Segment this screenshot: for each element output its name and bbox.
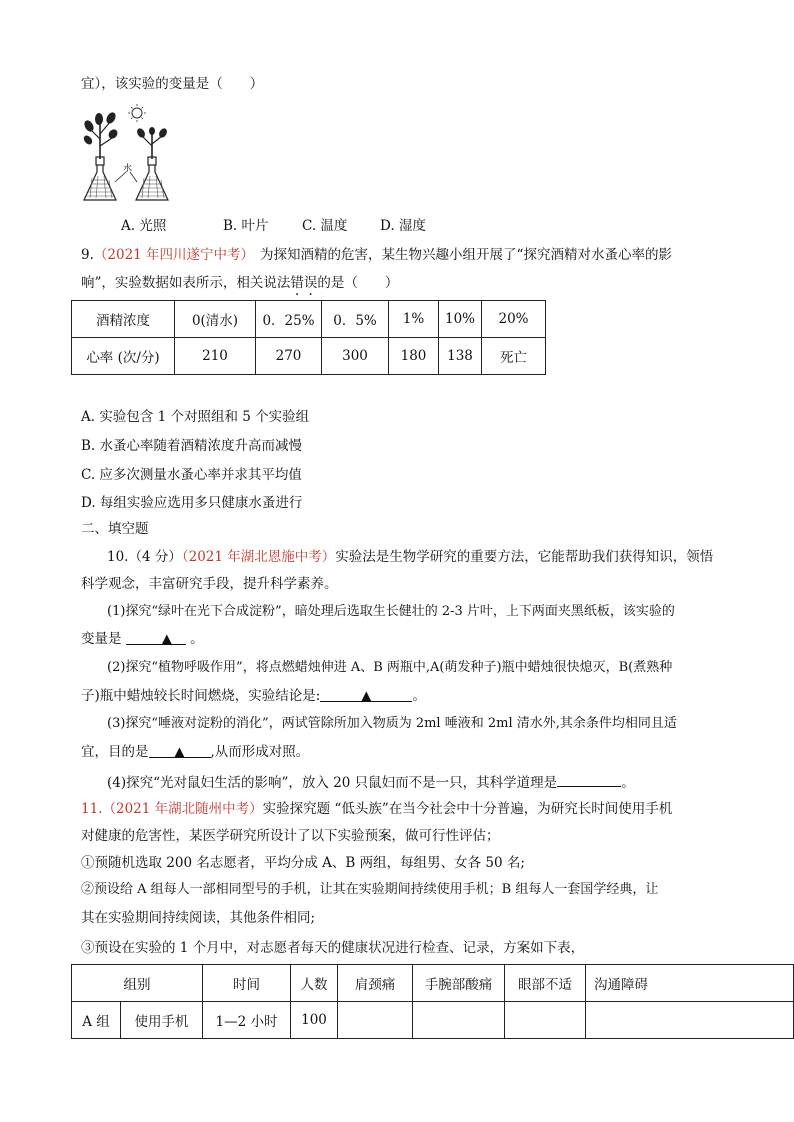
- q11-stem-line2: 对健康的危害性，某医学研究所设计了以下实验预案，做可行性评估；: [81, 828, 500, 844]
- table-row: [72, 301, 546, 338]
- q9-option-b: B. 水蚤心率随着酒精浓度升高而减慢: [81, 438, 303, 454]
- q8-experiment-figure: [82, 104, 182, 204]
- table-header-cell: 手腕部酸痛: [413, 965, 505, 1002]
- q10-number: 10.（4 分）: [107, 549, 182, 565]
- table-cell: 100: [291, 1002, 338, 1039]
- table-cell[interactable]: [505, 1002, 586, 1039]
- q10-intro-line2: 科学观念，丰富研究手段，提升科学素养。: [81, 576, 338, 592]
- table-header-cell: 眼部不适: [505, 965, 586, 1002]
- q11-item1: ①预随机选取 200 名志愿者，平均分成 A、B 两组，每组男、女各 50 名;: [81, 855, 525, 871]
- table-cell[interactable]: [338, 1002, 413, 1039]
- table-cell: 138: [439, 338, 482, 375]
- q10-part2-line2: 子)瓶中蜡烛较长时间燃烧，实验结论是: ▲ 。: [81, 688, 426, 704]
- section-title: 二、填空题: [81, 521, 149, 537]
- table-header-cell: 时间: [203, 965, 291, 1002]
- q9-source: （2021 年四川遂宁中考）: [93, 247, 255, 263]
- q10-part3-line1: (3)探究“唾液对淀粉的消化”，两试管除所加入物质为 2ml 唾液和 2ml 清水外,其余条件均相同且适: [107, 716, 677, 731]
- table-cell: A 组: [72, 1002, 121, 1039]
- emphasis-char: 误: [303, 275, 318, 291]
- q9-option-c: C. 应多次测量水蚤心率并求其平均值: [81, 467, 302, 483]
- q10-part2-line1: (2)探究“植物呼吸作用”，将点燃蜡烛伸进 A、B 两瓶中,A(萌发种子)瓶中蜡烛很快熄灭，B(煮熟种: [107, 660, 673, 675]
- q11-source: （2021 年湖北随州中考）: [102, 801, 263, 817]
- table-header-cell: 组别: [72, 965, 203, 1002]
- q9-stem-text: 为探知酒精的危害，某生物兴趣小组开展了“探究酒精对水蚤心率的影: [260, 247, 672, 263]
- q10-part1-line1: (1)探究“绿叶在光下合成淀粉”，暗处理后选取生长健壮的 2-3 片叶，上下两面夹黑纸板，该实验的: [107, 604, 675, 619]
- q11-item2-line1: ②预设给 A 组每人一部相同型号的手机，让其在实验期间持续使用手机；B 组每人一套国学经典，让: [81, 882, 659, 897]
- answer-blank-3[interactable]: ▲: [149, 742, 211, 758]
- table-header-cell: 肩颈痛: [338, 965, 413, 1002]
- table-cell: 心率 (次/分): [72, 338, 175, 375]
- table-cell: 180: [389, 338, 439, 375]
- q8-option-d: D. 湿度: [380, 218, 426, 234]
- table-cell[interactable]: [586, 1002, 794, 1039]
- table-cell: 1—2 小时: [203, 1002, 291, 1039]
- answer-blank-2[interactable]: ▲: [320, 686, 412, 702]
- table-cell: 0(清水): [175, 301, 256, 338]
- q9-data-table: [71, 300, 546, 375]
- table-cell: 210: [175, 338, 256, 375]
- q10-part1-line2: 变量是 ▲ 。: [81, 631, 204, 647]
- q10-intro-line1: 10.（4 分）（2021 年湖北恩施中考）实验法是生物学研究的重要方法，它能帮助我们获得知识，领悟: [107, 549, 714, 565]
- q11-number: 11.: [81, 801, 103, 817]
- table-cell: 使用手机: [121, 1002, 203, 1039]
- table-cell: 1%: [389, 301, 439, 338]
- table-cell: 20%: [482, 301, 546, 338]
- sun-icon: [128, 104, 146, 122]
- q9-option-a: A. 实验包含 1 个对照组和 5 个实验组: [81, 409, 310, 425]
- q9-number: 9.: [81, 247, 94, 263]
- q11-item2-line2: 其在实验期间持续阅读，其他条件相同;: [81, 910, 316, 926]
- q8-stem-tail: 宜），该实验的变量是（ ）: [81, 76, 264, 92]
- q8-option-c: C. 温度: [302, 218, 348, 234]
- table-cell[interactable]: [413, 1002, 505, 1039]
- q11-plan-table: [71, 964, 794, 1039]
- water-label: 水: [123, 164, 133, 174]
- table-cell: 270: [256, 338, 322, 375]
- q8-option-a: A. 光照: [121, 218, 167, 234]
- emphasis-char: 错: [290, 275, 304, 291]
- table-row: [72, 338, 546, 375]
- table-cell: 300: [322, 338, 389, 375]
- answer-blank-4[interactable]: [557, 771, 621, 787]
- table-cell: 0．5%: [322, 301, 389, 338]
- q9-option-d: D. 每组实验应选用多只健康水蚤进行: [81, 495, 303, 511]
- table-cell: 0．25%: [256, 301, 322, 338]
- q11-stem-line1: 11.（2021 年湖北随州中考）实验探究题 “低头族”在当今社会中十分普遍，为研究长时间使用手机: [81, 801, 673, 817]
- table-header-cell: 沟通障碍: [586, 965, 794, 1002]
- table-cell: 酒精浓度: [72, 301, 175, 338]
- q10-part3-line2: 宜，目的是 ▲ ,从而形成对照。: [81, 744, 310, 760]
- table-row: [72, 965, 794, 1002]
- q9-stem-line1: [81, 245, 672, 265]
- q10-part4: (4)探究“光对鼠妇生活的影响”，放入 20 只鼠妇而不是一只，其科学道理是 。: [107, 771, 635, 793]
- table-cell: 10%: [439, 301, 482, 338]
- q10-source: （2021 年湖北恩施中考）: [181, 549, 336, 565]
- table-row: [72, 1002, 794, 1039]
- answer-blank-1[interactable]: ▲: [126, 629, 186, 645]
- q11-item3: ③预设在实验的 1 个月中，对志愿者每天的健康状况进行检查、记录，方案如下表，: [81, 940, 585, 956]
- table-header-cell: 人数: [291, 965, 338, 1002]
- q8-option-b: B. 叶片: [223, 218, 269, 234]
- table-cell: 死亡: [482, 338, 546, 375]
- q9-stem-line2: 响”，实验数据如表所示，相关说法错误的是（ ）: [81, 275, 399, 291]
